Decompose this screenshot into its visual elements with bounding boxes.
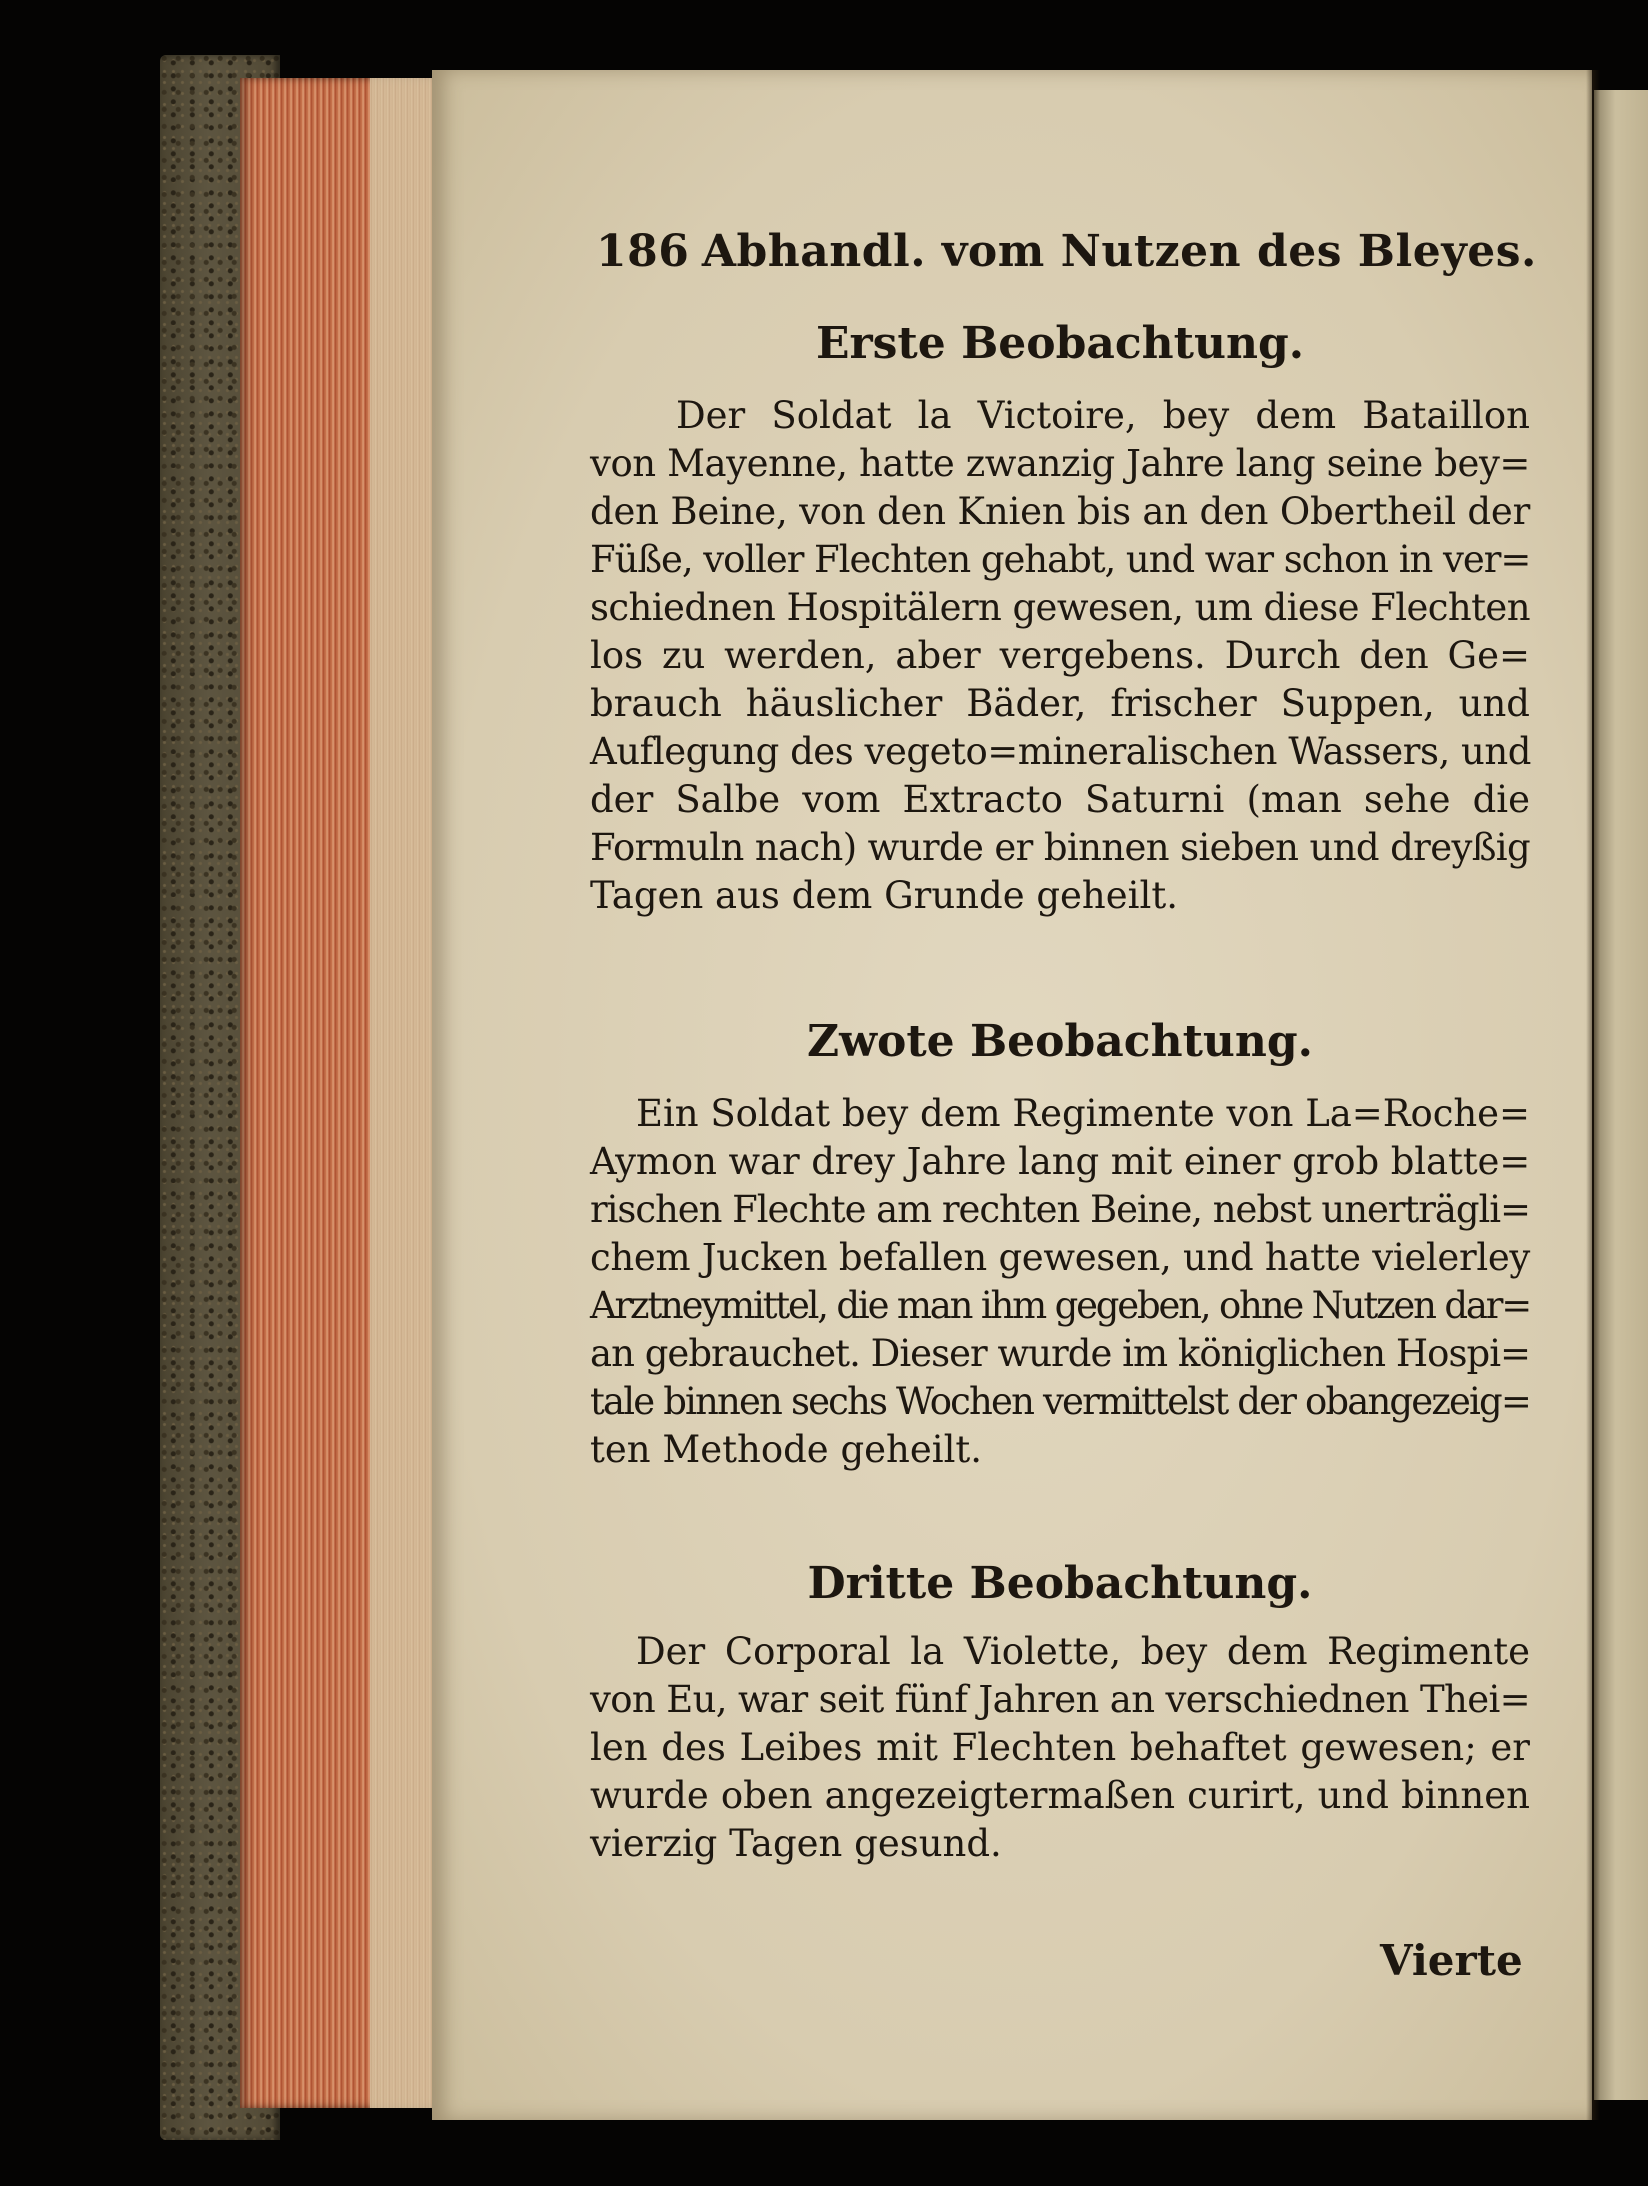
page-edges (240, 78, 440, 2108)
text-line: Aymon war drey Jahre lang mit einer grob blatte= (590, 1140, 1531, 1183)
facing-page-edge (1594, 90, 1648, 2100)
text-line: Auflegung des vegeto=mineralischen Wassers, und (590, 730, 1531, 773)
text-line: brauch häuslicher Bäder, frischer Suppen, und (590, 682, 1530, 725)
text-line: rischen Flechte am rechten Beine, nebst unerträgli= (590, 1188, 1530, 1231)
text-line: len des Leibes mit Flechten behaftet gewesen; er (590, 1726, 1530, 1769)
text-line: an gebrauchet. Dieser wurde im königlichen Hospi= (590, 1332, 1531, 1375)
gutter-shadow (1586, 70, 1600, 2120)
text-line: Formuln nach) wurde er binnen sieben und dreyßig (590, 826, 1530, 869)
section-heading-1: Erste Beobachtung. (815, 318, 1305, 369)
text-line: Der Corporal la Violette, bey dem Regimente (636, 1630, 1530, 1673)
section-heading-3: Dritte Beobachtung. (807, 1558, 1313, 1609)
section-heading-2: Zwote Beobachtung. (807, 1016, 1313, 1067)
catchword: Vierte (1380, 1936, 1523, 1985)
text-line: Der Soldat la Victoire, bey dem Bataillon (676, 394, 1530, 437)
text-line: Arztneymittel, die man ihm gegeben, ohne Nutzen dar= (590, 1284, 1530, 1327)
text-line: den Beine, von den Knien bis an den Obertheil der (590, 490, 1531, 533)
text-line: schiednen Hospitälern gewesen, um diese Flechten (590, 586, 1530, 629)
text-line: chem Jucken befallen gewesen, und hatte vielerley (590, 1236, 1530, 1279)
text-line: von Mayenne, hatte zwanzig Jahre lang seine bey= (590, 442, 1530, 485)
running-head (596, 226, 1537, 277)
page-number: 186 (596, 226, 690, 277)
text-line: Ein Soldat bey dem Regimente von La=Roche= (636, 1092, 1530, 1135)
text-line: von Eu, war seit fünf Jahren an verschiednen Thei= (590, 1678, 1531, 1721)
running-title: Abhandl. vom Nutzen des Bleyes. (701, 226, 1537, 277)
section-body-1 (590, 392, 1530, 920)
text-line: vierzig Tagen gesund. (590, 1822, 1002, 1865)
section-body-2 (590, 1090, 1530, 1474)
text-line: los zu werden, aber vergebens. Durch den Ge= (590, 634, 1530, 677)
text-line: tale binnen sechs Wochen vermittelst der obangezeig= (590, 1380, 1530, 1423)
text-line: ten Methode geheilt. (590, 1428, 983, 1471)
section-body-3 (590, 1628, 1530, 1868)
text-line: wurde oben angezeigtermaßen curirt, und binnen (590, 1774, 1530, 1817)
text-line: Füße, voller Flechten gehabt, und war schon in ver= (590, 538, 1531, 581)
text-line: Tagen aus dem Grunde geheilt. (590, 874, 1178, 917)
text-line: der Salbe vom Extracto Saturni (man sehe die (590, 778, 1530, 821)
